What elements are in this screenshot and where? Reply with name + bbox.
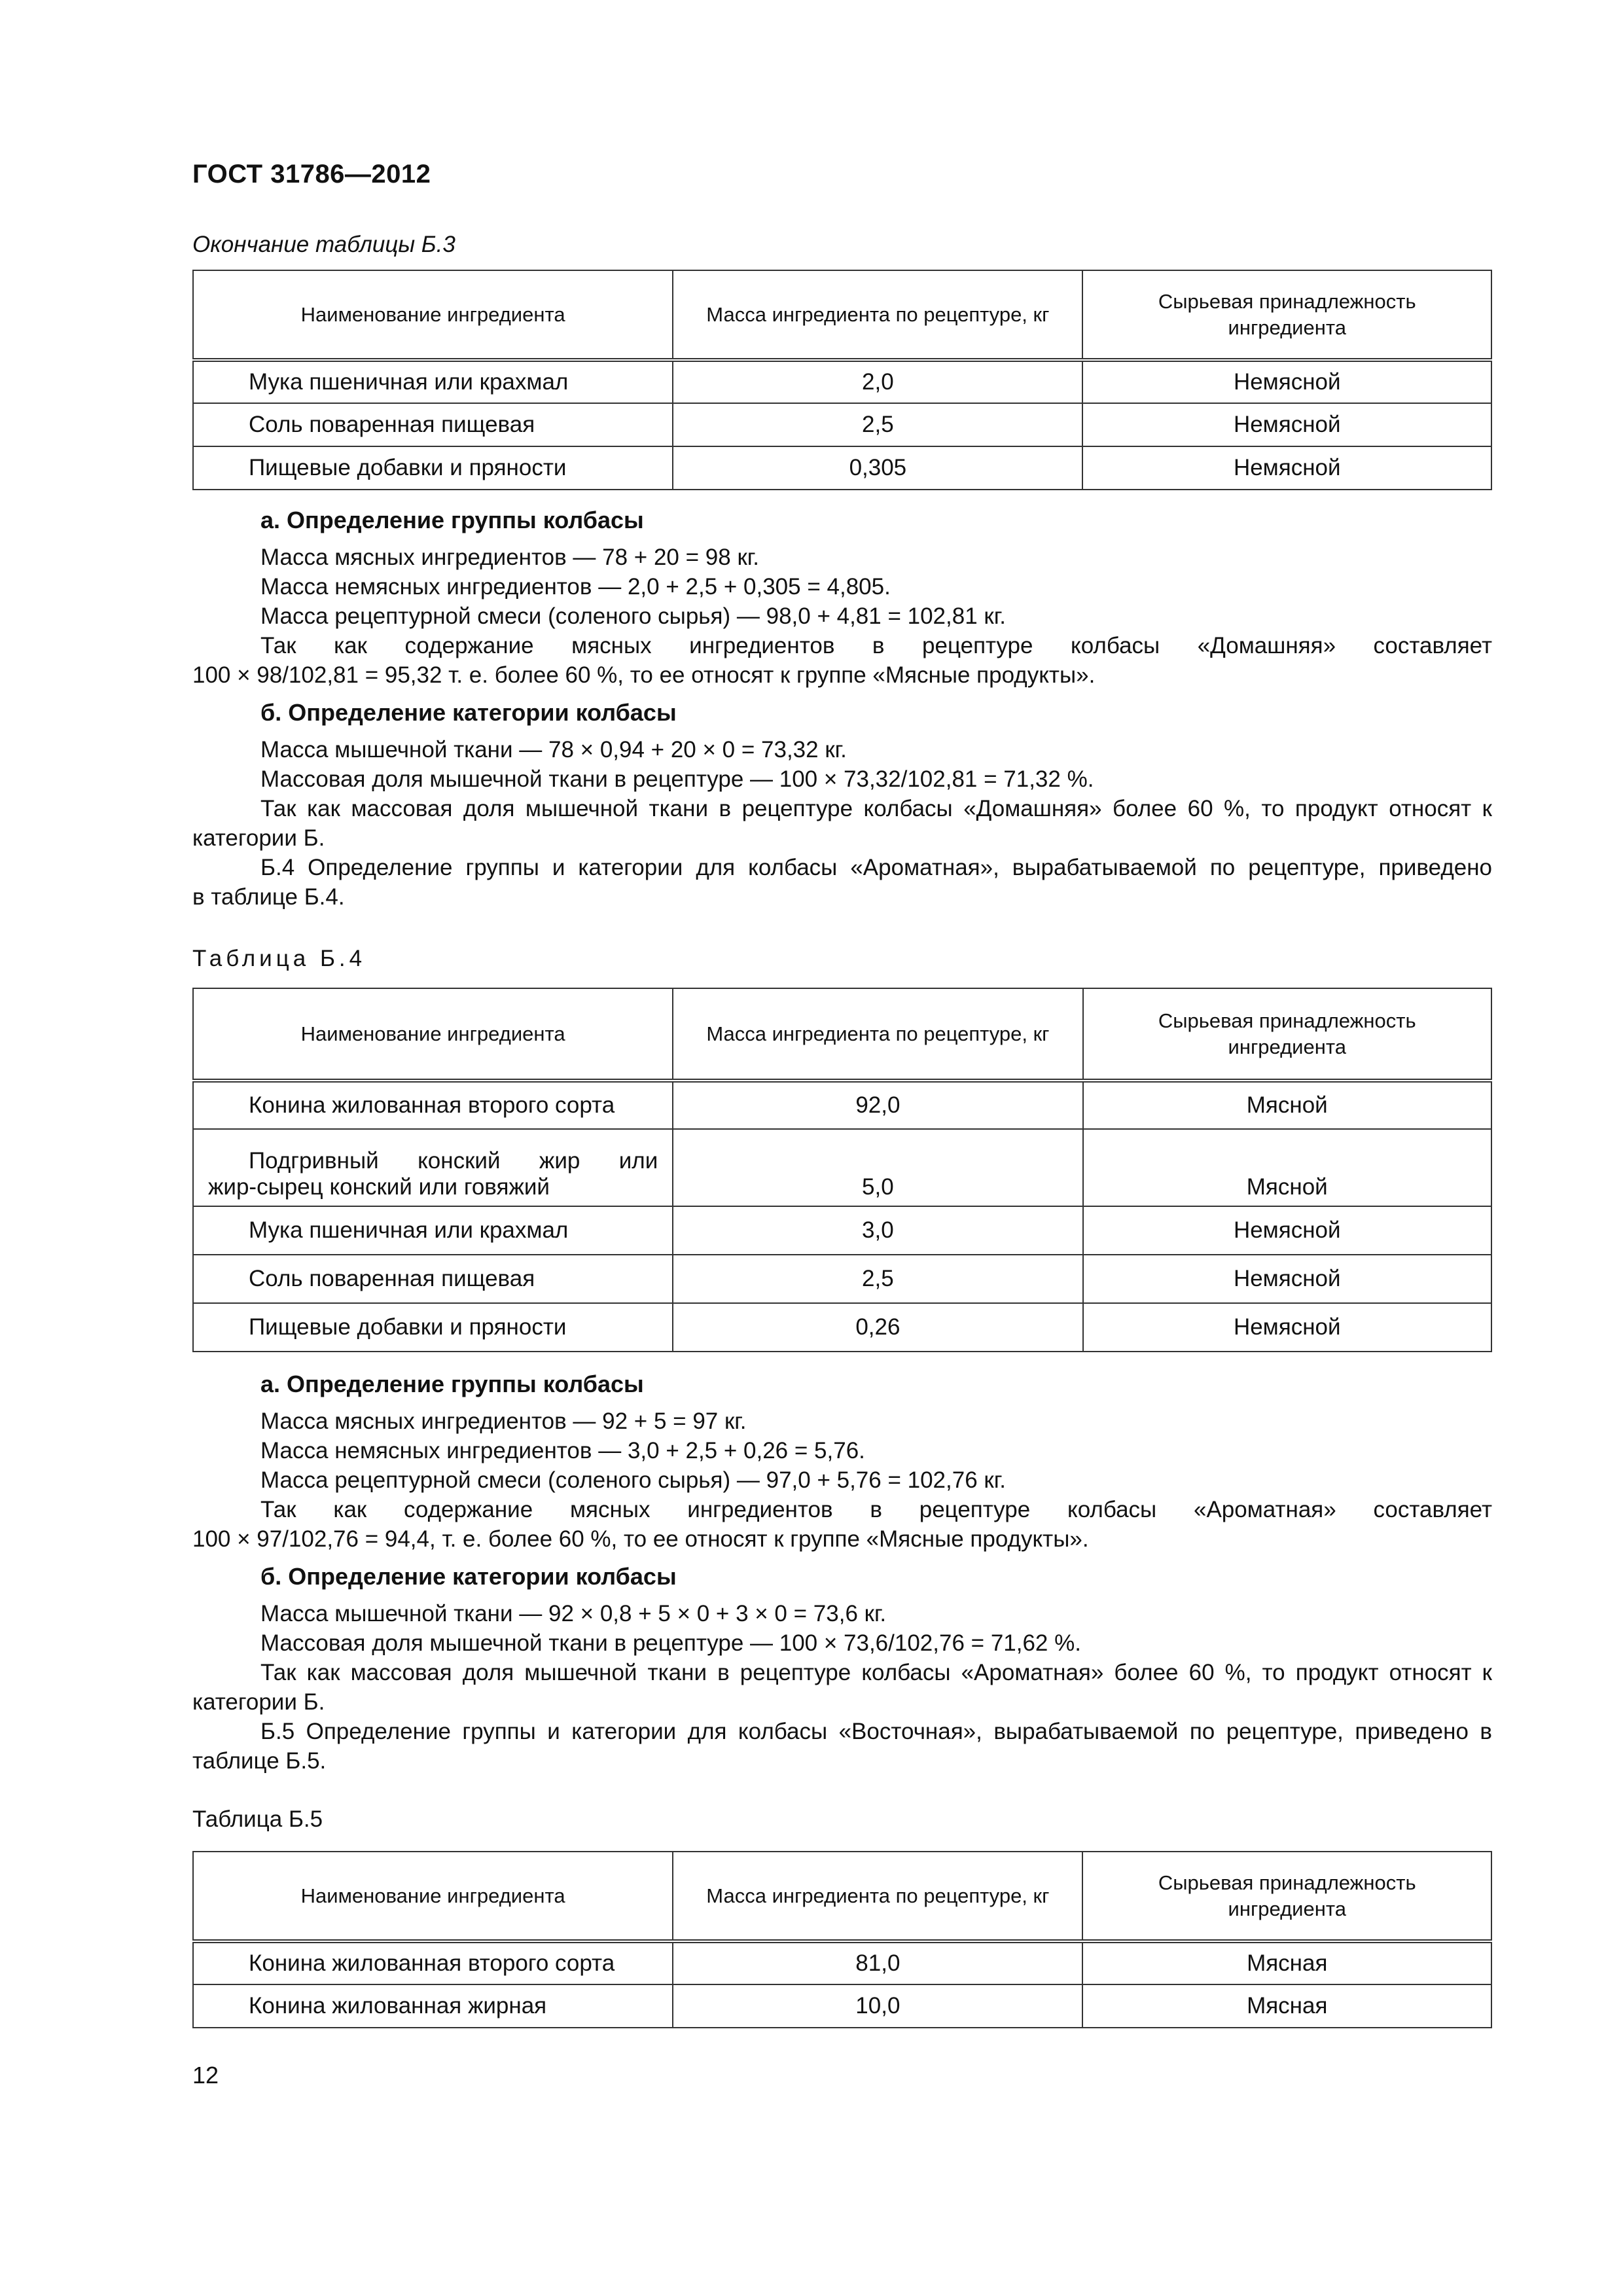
- table-row: [193, 1303, 1491, 1352]
- subheading-group: а. Определение группы колбасы: [260, 507, 644, 533]
- cell-mass: 92,0: [673, 1081, 1082, 1129]
- cell-mass: 2,5: [673, 1255, 1082, 1303]
- section-b3-text: [192, 505, 1492, 912]
- cell-origin: Немясной: [1083, 1206, 1492, 1255]
- cell-ingredient: Соль поваренная пищевая: [193, 403, 673, 446]
- subheading-group: а. Определение группы колбасы: [260, 1371, 644, 1397]
- cell-origin: Мясной: [1083, 1081, 1492, 1129]
- paragraph: Так как содержание мясных ингредиентов в рецептуре колбасы «Домашняя» составляет: [260, 633, 1492, 658]
- section-b4-text: [192, 1369, 1492, 1776]
- table-b3: [192, 270, 1492, 490]
- table-b3-caption: Окончание таблицы Б.3: [192, 232, 455, 257]
- paragraph: Масса рецептурной смеси (соленого сырья) — 97,0 + 5,76 = 102,76 кг.: [260, 1467, 1006, 1493]
- cell-mass: 3,0: [673, 1206, 1082, 1255]
- cell-ingredient: Конина жилованная жирная: [193, 1984, 673, 2028]
- cell-origin: Мясной: [1083, 1129, 1492, 1206]
- cell-origin: Немясной: [1083, 1303, 1492, 1352]
- paragraph: Так как массовая доля мышечной ткани в рецептуре колбасы «Домашняя» более 60 %, то продукт относят к: [260, 796, 1492, 821]
- column-header-ingredient: Наименование ингредиента: [193, 270, 673, 360]
- subheading-category: б. Определение категории колбасы: [260, 699, 677, 726]
- table-row: [193, 1206, 1491, 1255]
- paragraph: Массовая доля мышечной ткани в рецептуре — 100 × 73,6/102,76 = 71,62 %.: [260, 1630, 1081, 1656]
- paragraph: Масса мышечной ткани — 78 × 0,94 + 20 × 0 = 73,32 кг.: [260, 737, 847, 762]
- cell-ingredient: Пищевые добавки и пряности: [193, 1303, 673, 1352]
- paragraph: Б.4 Определение группы и категории для колбасы «Ароматная», вырабатываемой по рецептуре, приведено: [260, 855, 1492, 880]
- cell-mass: 0,26: [673, 1303, 1082, 1352]
- cell-ingredient: Мука пшеничная или крахмал: [193, 360, 673, 403]
- paragraph: в таблице Б.4.: [192, 884, 345, 910]
- table-b4-caption: Таблица Б.4: [192, 946, 366, 971]
- cell-ingredient: [193, 1129, 673, 1206]
- page-number: 12: [192, 2062, 219, 2089]
- cell-mass: 2,5: [673, 403, 1082, 446]
- paragraph: таблице Б.5.: [192, 1748, 327, 1774]
- column-header-ingredient: Наименование ингредиента: [193, 988, 673, 1081]
- cell-origin: Мясная: [1082, 1984, 1491, 2028]
- column-header-origin: Сырьевая принадлежность ингредиента: [1083, 988, 1492, 1081]
- table-b4: [192, 988, 1492, 1352]
- cell-origin: Немясной: [1083, 1255, 1492, 1303]
- cell-mass: 5,0: [673, 1129, 1082, 1206]
- cell-ingredient: Мука пшеничная или крахмал: [193, 1206, 673, 1255]
- paragraph: Масса мясных ингредиентов — 92 + 5 = 97 кг.: [260, 1408, 747, 1434]
- cell-origin: Немясной: [1082, 360, 1491, 403]
- column-header-mass: Масса ингредиента по рецептуре, кг: [673, 988, 1082, 1081]
- paragraph: Так как содержание мясных ингредиентов в рецептуре колбасы «Ароматная» составляет: [260, 1497, 1492, 1522]
- cell-mass: 10,0: [673, 1984, 1082, 2028]
- column-header-mass: Масса ингредиента по рецептуре, кг: [673, 1852, 1082, 1941]
- paragraph: Б.5 Определение группы и категории для колбасы «Восточная», вырабатываемой по рецептуре, приведено в: [260, 1719, 1492, 1744]
- paragraph: категории Б.: [192, 825, 325, 851]
- table-row: [193, 403, 1491, 446]
- table-row: [193, 360, 1491, 403]
- table-b5: [192, 1851, 1492, 2028]
- subheading-category: б. Определение категории колбасы: [260, 1563, 677, 1590]
- paragraph: 100 × 98/102,81 = 95,32 т. е. более 60 %, то ее относят к группе «Мясные продукты».: [192, 662, 1096, 688]
- paragraph: Масса мясных ингредиентов — 78 + 20 = 98 кг.: [260, 545, 759, 570]
- paragraph: Масса немясных ингредиентов — 2,0 + 2,5 + 0,305 = 4,805.: [260, 574, 891, 600]
- paragraph: Массовая доля мышечной ткани в рецептуре — 100 × 73,32/102,81 = 71,32 %.: [260, 766, 1094, 792]
- paragraph: категории Б.: [192, 1689, 325, 1715]
- paragraph: Масса немясных ингредиентов — 3,0 + 2,5 + 0,26 = 5,76.: [260, 1438, 865, 1463]
- table-row: [193, 1129, 1491, 1206]
- column-header-ingredient: Наименование ингредиента: [193, 1852, 673, 1941]
- table-row: [193, 1941, 1491, 1984]
- table-row: [193, 1081, 1491, 1129]
- cell-mass: 81,0: [673, 1941, 1082, 1984]
- column-header-origin: Сырьевая принадлежность ингредиента: [1082, 1852, 1491, 1941]
- column-header-origin: Сырьевая принадлежность ингредиента: [1082, 270, 1491, 360]
- cell-mass: 0,305: [673, 446, 1082, 490]
- cell-ingredient-line2: жир-сырец конский или говяжий: [208, 1174, 550, 1200]
- cell-mass: 2,0: [673, 360, 1082, 403]
- paragraph: Масса мышечной ткани — 92 × 0,8 + 5 × 0 + 3 × 0 = 73,6 кг.: [260, 1601, 887, 1626]
- cell-origin: Мясная: [1082, 1941, 1491, 1984]
- cell-ingredient-line1: Подгривный конский жир или: [249, 1148, 658, 1174]
- table-row: [193, 1984, 1491, 2028]
- cell-origin: Немясной: [1082, 446, 1491, 490]
- cell-origin: Немясной: [1082, 403, 1491, 446]
- column-header-mass: Масса ингредиента по рецептуре, кг: [673, 270, 1082, 360]
- table-row: [193, 446, 1491, 490]
- cell-ingredient: Пищевые добавки и пряности: [193, 446, 673, 490]
- table-row: [193, 1255, 1491, 1303]
- paragraph: Масса рецептурной смеси (соленого сырья) — 98,0 + 4,81 = 102,81 кг.: [260, 603, 1006, 629]
- document-code: ГОСТ 31786—2012: [192, 160, 431, 188]
- table-b5-caption: Таблица Б.5: [192, 1806, 323, 1832]
- cell-ingredient: Конина жилованная второго сорта: [193, 1941, 673, 1984]
- paragraph: Так как массовая доля мышечной ткани в рецептуре колбасы «Ароматная» более 60 %, то продукт относят к: [260, 1660, 1492, 1685]
- paragraph: 100 × 97/102,76 = 94,4, т. е. более 60 %, то ее относят к группе «Мясные продукты».: [192, 1526, 1089, 1552]
- cell-ingredient: Соль поваренная пищевая: [193, 1255, 673, 1303]
- cell-ingredient: Конина жилованная второго сорта: [193, 1081, 673, 1129]
